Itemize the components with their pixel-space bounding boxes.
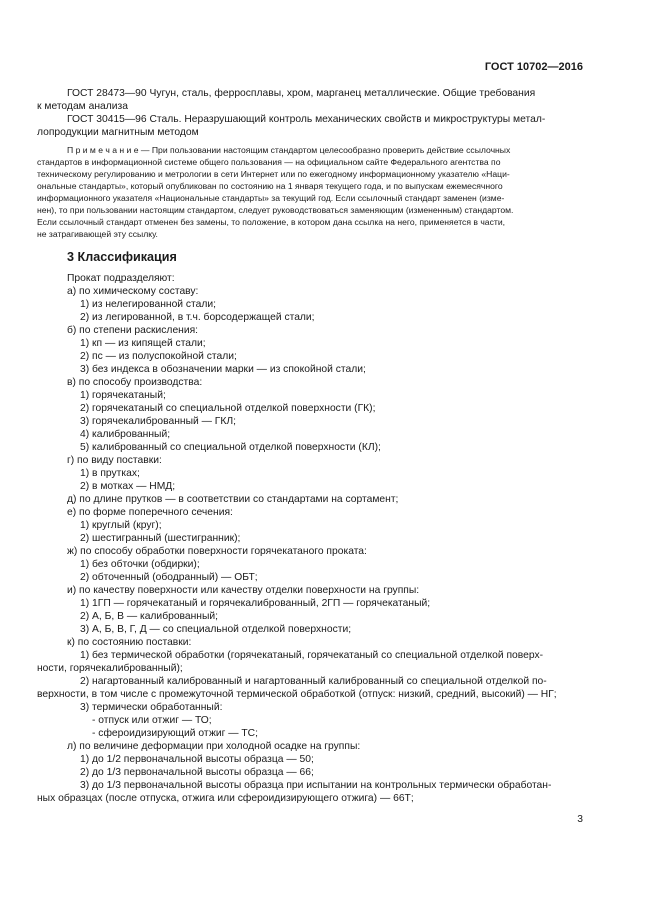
list-line: 4) калиброванный;: [80, 429, 171, 440]
note-line: техническому регулированию и метрологии в сети Интернет или по ежегодному информационному указателю «Наци-: [37, 169, 510, 179]
list-line: 2) пс — из полуспокойной стали;: [80, 351, 237, 362]
list-line: 2) в мотках — НМД;: [80, 481, 176, 492]
list-line: 2) до 1/3 первоначальной высоты образца — 66;: [80, 767, 314, 778]
list-line: 2) нагартованный калиброванный и нагартованный калиброванный со специальной отделкой по-: [80, 676, 547, 687]
list-line: 1) в прутках;: [80, 468, 140, 479]
list-line: 1) до 1/2 первоначальной высоты образца — 50;: [80, 754, 314, 765]
note-line: не затрагивающей эту ссылку.: [37, 229, 158, 239]
list-line: ности, горячекалиброванный);: [37, 663, 183, 674]
doc-id-header: ГОСТ 10702—2016: [484, 61, 583, 73]
list-line: 2) А, Б, В — калиброванный;: [80, 611, 219, 622]
list-line: 3) термически обработанный:: [80, 702, 223, 713]
page-number: 3: [577, 814, 583, 825]
list-line: а) по химическому составу:: [67, 286, 199, 297]
list-line: е) по форме поперечного сечения:: [67, 507, 233, 518]
note-line: стандартов в информационной системе общего пользования — на официальном сайте Федерального агентства по: [37, 157, 501, 167]
note-line: информационного указателя «Национальные стандарты» за текущий год. Если ссылочный стандарт заменен (изме-: [37, 193, 505, 203]
list-line: 5) калиброванный со специальной отделкой поверхности (КЛ);: [80, 442, 381, 453]
list-line: 3) горячекалиброванный — ГКЛ;: [80, 416, 236, 427]
ref-line: ГОСТ 28473—90 Чугун, сталь, ферросплавы, хром, марганец металлические. Общие требования: [67, 88, 536, 99]
list-line: Прокат подразделяют:: [67, 273, 175, 284]
note-line: Если ссылочный стандарт отменен без замены, то положение, в котором дана ссылка на него, применяется в части,: [37, 217, 506, 227]
ref-line: к методам анализа: [37, 101, 128, 112]
list-line: - отпуск или отжиг — ТО;: [92, 715, 212, 726]
list-line: к) по состоянию поставки:: [67, 637, 192, 648]
list-line: верхности, в том числе с промежуточной термической обработкой (отпуск: низкий, средний, высокий) — НГ;: [37, 689, 557, 700]
list-line: ж) по способу обработки поверхности горячекатаного проката:: [67, 546, 367, 557]
list-line: 1) из нелегированной стали;: [80, 299, 217, 310]
list-line: 3) А, Б, В, Г, Д — со специальной отделкой поверхности;: [80, 624, 352, 635]
list-line: 2) из легированной, в т.ч. борсодержащей стали;: [80, 312, 315, 323]
list-line: в) по способу производства:: [67, 377, 203, 388]
list-line: 2) горячекатаный со специальной отделкой поверхности (ГК);: [80, 403, 376, 414]
list-line: 2) обточенный (ободранный) — ОБТ;: [80, 572, 258, 583]
list-line: 2) шестигранный (шестигранник);: [80, 533, 241, 544]
list-line: д) по длине прутков — в соответствии со стандартами на сортамент;: [67, 494, 399, 505]
section-title: 3 Классификация: [67, 250, 177, 264]
list-line: 1) горячекатаный;: [80, 390, 166, 401]
list-line: 1) кп — из кипящей стали;: [80, 338, 206, 349]
list-line: г) по виду поставки:: [67, 455, 162, 466]
ref-line: ГОСТ 30415—96 Сталь. Неразрушающий контроль механических свойств и микроструктуры метал-: [67, 114, 546, 125]
list-line: и) по качеству поверхности или качеству отделки поверхности на группы:: [67, 585, 420, 596]
list-line: л) по величине деформации при холодной осадке на группы:: [67, 741, 361, 752]
list-line: 3) без индекса в обозначении марки — из спокойной стали;: [80, 364, 366, 375]
list-line: 1) круглый (круг);: [80, 520, 162, 531]
list-line: 3) до 1/3 первоначальной высоты образца при испытании на контрольных термически обработан-: [80, 780, 552, 791]
list-line: ных образцах (после отпуска, отжига или сфероидизирующего отжига) — 66Т;: [37, 793, 414, 804]
list-line: б) по степени раскисления:: [67, 325, 199, 336]
note-line: ональные стандарты», который опубликован по состоянию на 1 января текущего года, и по выпускам ежемесячного: [37, 181, 503, 191]
list-line: 1) 1ГП — горячекатаный и горячекалиброванный, 2ГП — горячекатаный;: [80, 598, 431, 609]
note-line: П р и м е ч а н и е — При пользовании настоящим стандартом целесообразно проверить действие ссылочных: [67, 145, 511, 155]
note-line: нен), то при пользовании настоящим стандартом, следует руководствоваться заменяющим (измененным) стандартом.: [37, 205, 514, 215]
list-line: 1) без обточки (обдирки);: [80, 559, 200, 570]
ref-line: лопродукции магнитным методом: [37, 127, 199, 138]
list-line: - сфероидизирующий отжиг — ТС;: [92, 728, 258, 739]
list-line: 1) без термической обработки (горячекатаный, горячекатаный со специальной отделкой поверх-: [80, 650, 544, 661]
